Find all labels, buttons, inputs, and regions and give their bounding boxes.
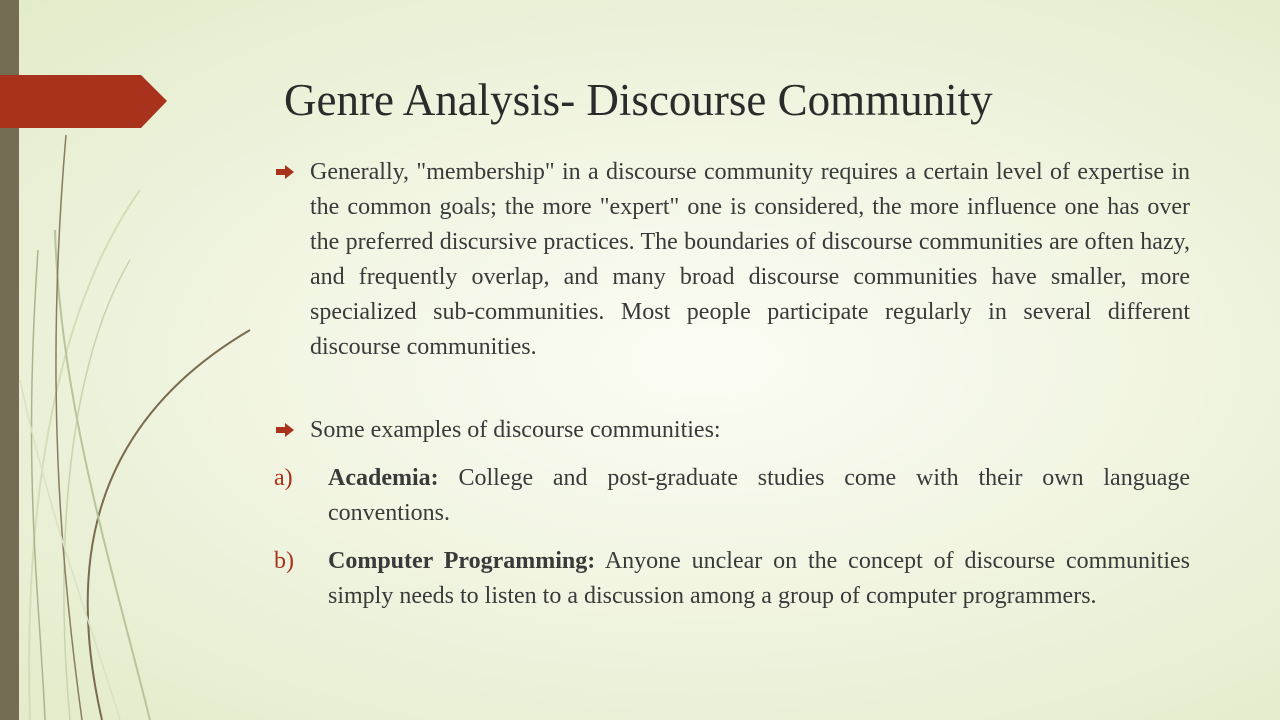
example-computer-programming xyxy=(274,544,1190,614)
arrow-bullet-icon xyxy=(274,155,296,190)
arrow-bullet-icon xyxy=(274,413,296,448)
example-label: b) xyxy=(274,548,294,574)
example-body xyxy=(328,461,1190,531)
example-body xyxy=(328,544,1190,614)
example-label: a) xyxy=(274,465,293,491)
example-term: Computer Programming: xyxy=(328,548,596,574)
slide-title: Genre Analysis- Discourse Community xyxy=(284,75,993,125)
title-accent-tab xyxy=(0,0,170,200)
example-term: Academia: xyxy=(328,465,439,491)
bullet-examples xyxy=(274,413,1190,448)
example-text: Anyone unclear on the concept of discourse communities simply needs to listen to a discussion among a group of computer programmers. xyxy=(328,548,1190,609)
bullet-text: Some examples of discourse communities: xyxy=(310,417,721,443)
bullet-text: Generally, "membership" in a discourse community requires a certain level of expertise in the common goals; the more "expert" one is considered, the more influence one has over the preferred discursive practices. The boundaries of discourse communities are often hazy, and frequently overlap, and many broad discourse communities have smaller, more specialized sub-communities. Most people participate regularly in several different discourse communities. xyxy=(310,159,1190,360)
bullet-membership xyxy=(274,155,1190,365)
example-text: College and post-graduate studies come with their own language conventions. xyxy=(328,465,1191,526)
example-academia xyxy=(274,461,1190,531)
